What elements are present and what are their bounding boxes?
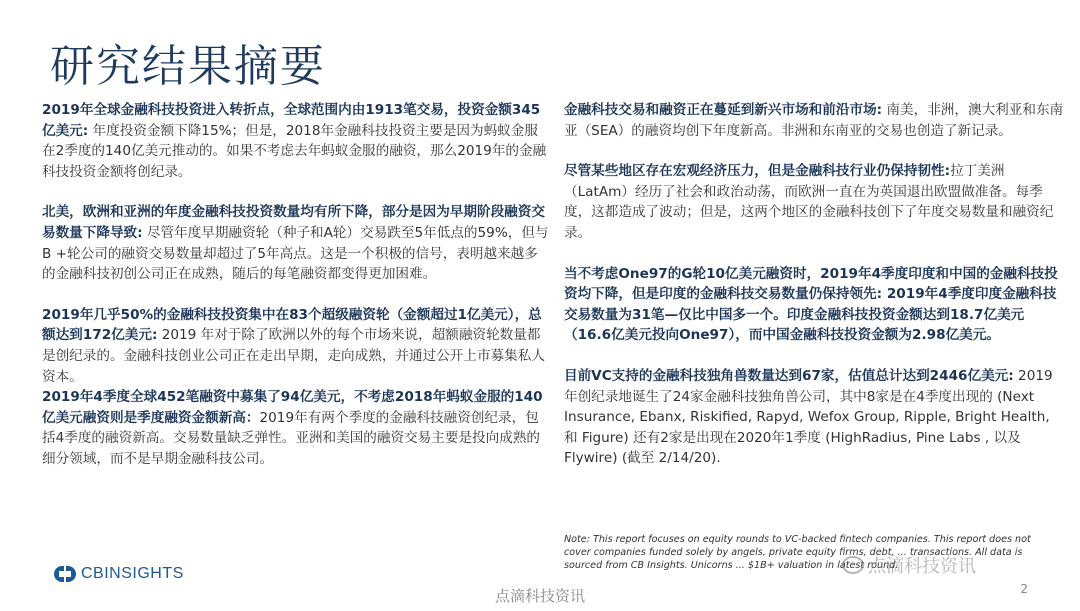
paragraph-body: 南美，非洲，澳大利亚和东南亚（SEA）的融资均创下年度新高。非洲和东南亚的交易也创造了新记录。 (564, 102, 1064, 139)
footnote: Note: This report focuses on equity rounds to VC-backed fintech companies. This report does not cover companies funded solely by angels, private equity firms, debt, ... transactions. All data is sourced from CB Insights. Unicorns ... $1B+ valuation in latest round. (564, 534, 1031, 571)
paragraph-highlight: 尽管某些地区存在宏观经济压力，但是金融科技行业仍保持韧性: (564, 163, 951, 180)
paragraph-body: 尽管年度早期融资轮（种子和A轮）交易跌至5年低点的59%，但与B +轮公司的融资交易数量却超过了5年高点。这是一个积极的信号，表明越来越多的金融科技初创公司正在成熟，随后的每笔融资都变得更加困难。 (42, 224, 549, 283)
paragraph-body: 2019 年创纪录地诞生了24家金融科技独角兽公司，其中8家是在4季度出现的 (Next Insurance, Ebanx, Riskified, Rapyd, Wefox Group, Ripple, Bright Health, 和 Figure) 还有2家是出现在2020年1季度 (HighRadius, Pine Labs , 以及Flywire) (截至 2/14/20). (564, 367, 1053, 467)
right-column (564, 100, 1064, 469)
summary-paragraph-7 (564, 264, 1064, 346)
paragraph-body: 2019年有两个季度的金融科技融资创纪录，包括4季度的融资新高。交易数量缺乏弹性。亚洲和美国的融资交易主要是投向成熟的细分领域，而不是早期金融科技公司。 (42, 409, 541, 467)
summary-paragraph-4 (42, 387, 550, 469)
page-title: 研究结果摘要 (50, 41, 326, 92)
paragraph-highlight: 2019年4季度全球452笔融资中募集了94亿美元，不考虑2018年蚂蚁金服的140亿美元融资则是季度融资金额新高： (42, 389, 543, 426)
wechat-icon (842, 556, 864, 574)
corner-watermark-text: 点滴科技资讯 (868, 556, 976, 577)
paragraph-highlight: 2019年几乎50%的金融科技投资集中在83个超级融资轮（金额超过1亿美元），总额达到172亿美元: (42, 306, 542, 344)
paragraph-highlight: 北美，欧洲和亚洲的年度金融科技投资数量均有所下降，部分是因为早期阶段融资交易数量下降导致: (42, 204, 545, 241)
summary-paragraph-3 (42, 305, 550, 387)
paragraph-highlight: 当不考虑One97的G轮10亿美元融资时，2019年4季度印度和中国的金融科技投资均下降，但是印度的金融科技交易数量仍保持领先: 2019年4季度印度金融科技交易数量为31笔—仅比中国多一个。印度金融科技投资金额达到18.7亿美元（16.6亿美元投向One97），而中国金融科技投资金额为2.98亿美元。 (564, 265, 1058, 344)
summary-paragraph-8 (564, 366, 1064, 469)
paragraph-body: 拉丁美洲（LatAm）经历了社会和政治动荡，而欧洲一直在为英国退出欧盟做准备。每季度，这都造成了波动；但是，这两个地区的金融科技创下了年度交易数量和融资纪录。 (564, 163, 1054, 241)
paragraph-body: 2019 年对于除了欧洲以外的每个市场来说，超额融资轮数量都是创纪录的。金融科技创业公司正在走出早期，走向成熟，并通过公开上市募集私人资本。 (42, 327, 545, 385)
summary-paragraph-2 (42, 202, 550, 284)
paragraph-highlight: 金融科技交易和融资正在蔓延到新兴市场和前沿市场: (564, 102, 883, 118)
page-number: 2 (1020, 582, 1028, 596)
paragraph-highlight: 目前VC支持的金融科技独角兽数量达到67家，估值总计达到2446亿美元: (564, 367, 1014, 384)
summary-paragraph-1 (42, 100, 550, 182)
paragraph-body: 年度投资金额下降15%；但是，2018年金融科技投资主要是因为蚂蚁金服在2季度的140亿美元推动的。如果不考虑去年蚂蚁金服的融资，那么2019年的金融科技投资金额将创纪录。 (42, 122, 547, 180)
summary-paragraph-6 (564, 161, 1064, 243)
paragraph-highlight: 2019年全球金融科技投资进入转折点，全球范围内由1913笔交易，投资金额345亿美元: (42, 102, 541, 139)
footer-watermark: 点滴科技资讯 (494, 587, 585, 605)
left-column (42, 100, 550, 470)
summary-paragraph-5 (564, 100, 1064, 141)
corner-watermark (842, 552, 976, 578)
cbinsights-logo (54, 565, 184, 583)
cbinsights-logo-icon (54, 566, 76, 582)
logo-text: CBINSIGHTS (81, 565, 184, 582)
